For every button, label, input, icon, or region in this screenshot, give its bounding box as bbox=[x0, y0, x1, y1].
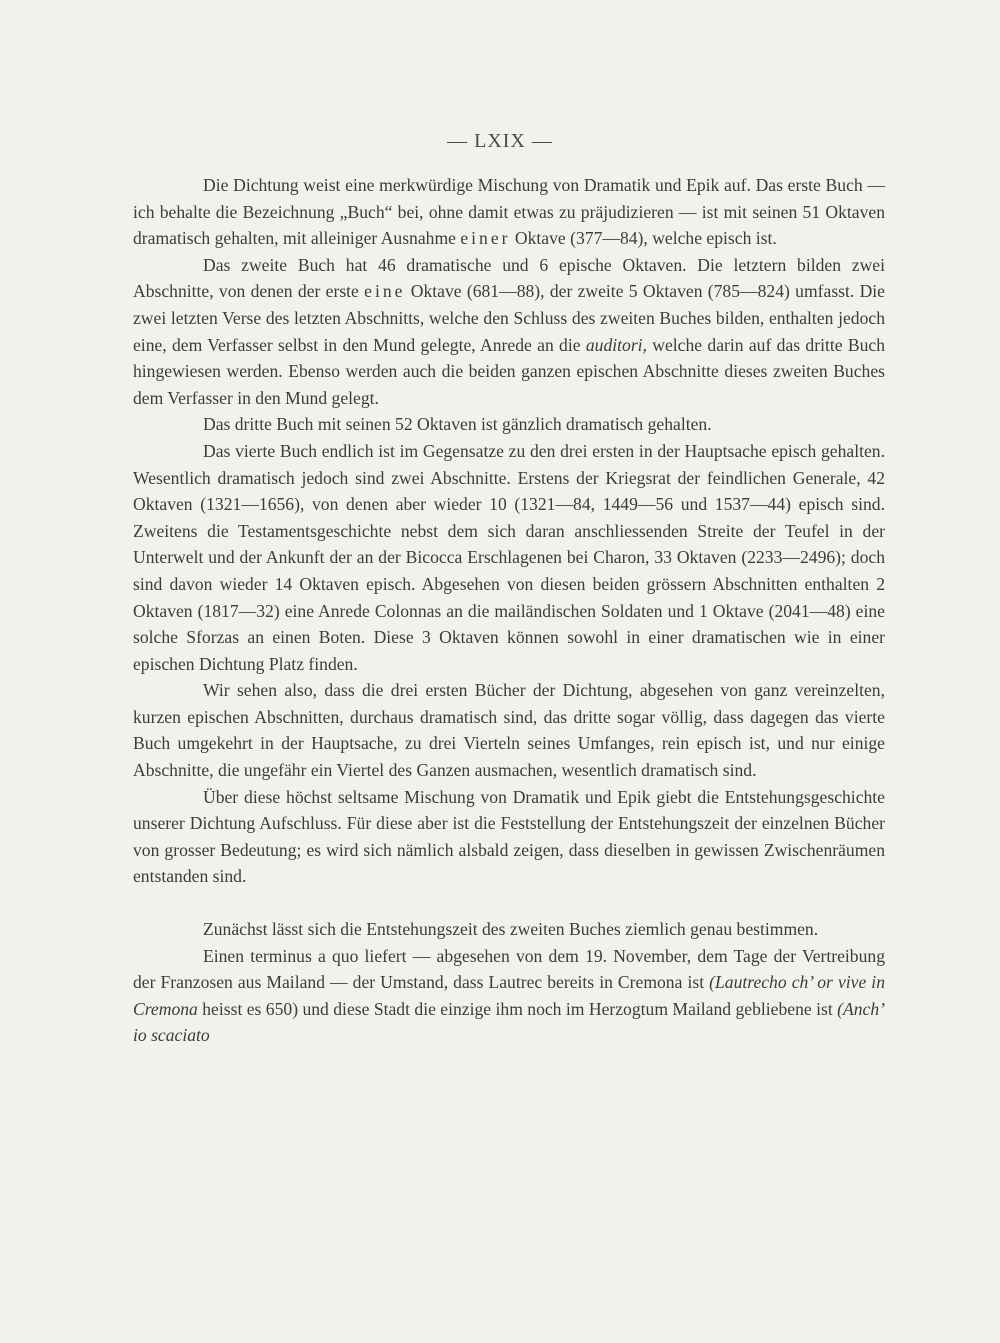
paragraph bbox=[133, 252, 885, 412]
text-run: Das zweite Buch hat 46 dramatische und 6 epische Oktaven. Die letztern bilden zwei Abschnitte, von denen der erste bbox=[133, 254, 885, 302]
paragraph bbox=[133, 943, 885, 1049]
page-number: — LXIX — bbox=[447, 130, 553, 152]
paragraph bbox=[133, 916, 885, 943]
text-run: Die Dichtung weist eine merkwürdige Mischung von Dramatik und Epik auf. Das erste Buch — ich behalte die Bezeichnung „Buch“ bei, ohne damit etwas zu präjudizieren — ist mit seinen 51 Oktaven dramatisch gehalten, mit alleiniger Ausnahme bbox=[133, 175, 885, 249]
text-run: Einen terminus a quo liefert — abgesehen von dem 19. November, dem Tage der Vertreibung der Franzosen aus Mailand — der Umstand, dass Lautrec bereits in Cremona ist bbox=[133, 945, 885, 993]
text-run: Wir sehen also, dass die drei ersten Bücher der Dichtung, abgesehen von ganz vereinzelten, kurzen epischen Abschnitten, durchaus dramatisch sind, das dritte sogar völlig, dass dagegen das vierte Buch umgekehrt in der Hauptsache, zu drei Vierteln seines Umfanges, rein episch ist, und nur einige Abschnitte, die ungefähr ein Viertel des Ganzen ausmachen, wesentlich dramatisch sind. bbox=[133, 680, 885, 781]
paragraph bbox=[133, 677, 885, 783]
paragraph bbox=[133, 784, 885, 890]
text-run: Das vierte Buch endlich ist im Gegensatze zu den drei ersten in der Hauptsache episch gehalten. Wesentlich dramatisch jedoch sind zwei Abschnitte. Erstens der Kriegsrat der feindlichen Generale, 42 Oktaven (1321—1656), von denen aber wieder 10 (1321—84, 1449—56 und 1537—44) episch sind. Zweitens die Testamentsgeschichte nebst dem sich daran anschliessenden Streite der Teufel in der Unterwelt und der Ankunft der an der Bicocca Erschlagenen bei Charon, 33 Oktaven (2233—2496); doch sind davon wieder 14 Oktaven episch. Abgesehen von diesen beiden grössern Abschnitten enthalten 2 Oktaven (1817—32) eine Anrede Colonnas an die mailändischen Soldaten und 1 Oktave (2041—48) eine solche Sforzas an einen Boten. Diese 3 Oktaven können sowohl in einer dramatischen wie in einer epischen Dichtung Platz finden. bbox=[133, 440, 885, 674]
text-run: Zunächst lässt sich die Entstehungszeit des zweiten Buches ziemlich genau bestimmen. bbox=[203, 919, 819, 940]
text-run: Oktave (681—88), der zweite 5 Oktaven (785—824) umfasst. Die zwei letzten Verse des letzten Abschnitts, welche den Schluss des zweiten Buches bilden, enthalten jedoch eine, dem Verfasser selbst in den Mund gelegte, Anrede an die bbox=[133, 281, 885, 355]
italic-text: (Anch’ io scaciato bbox=[133, 998, 885, 1046]
paragraph bbox=[133, 438, 885, 677]
paragraph bbox=[133, 172, 885, 252]
text-run: Über diese höchst seltsame Mischung von Dramatik und Epik giebt die Entstehungsgeschichte unserer Dichtung Aufschluss. Für diese aber ist die Feststellung der Entstehungszeit der einzelnen Bücher von grosser Bedeutung; es wird sich nämlich alsbald zeigen, dass dieselben in gewissen Zwischenräumen entstanden sind. bbox=[133, 786, 885, 887]
italic-text: auditori, bbox=[585, 334, 647, 355]
text-run: Oktave (377—84), welche episch ist. bbox=[510, 228, 777, 249]
paragraph bbox=[133, 411, 885, 438]
text-run: Das dritte Buch mit seinen 52 Oktaven ist gänzlich dramatisch gehalten. bbox=[203, 414, 712, 435]
text-run: welche darin auf das dritte Buch hingewiesen werden. Ebenso werden auch die beiden ganzen epischen Abschnitte dieses zweiten Buches dem Verfasser in den Mund gelegt. bbox=[133, 334, 885, 408]
spaced-text: einer bbox=[460, 228, 511, 249]
text-run: heisst es 650) und diese Stadt die einzige ihm noch im Herzogtum Mailand gebliebene ist bbox=[197, 998, 838, 1019]
spaced-text: eine bbox=[364, 281, 406, 302]
italic-text: (Lautrecho ch’ or vive in Cremona bbox=[133, 972, 885, 1019]
body-text bbox=[133, 172, 885, 1049]
